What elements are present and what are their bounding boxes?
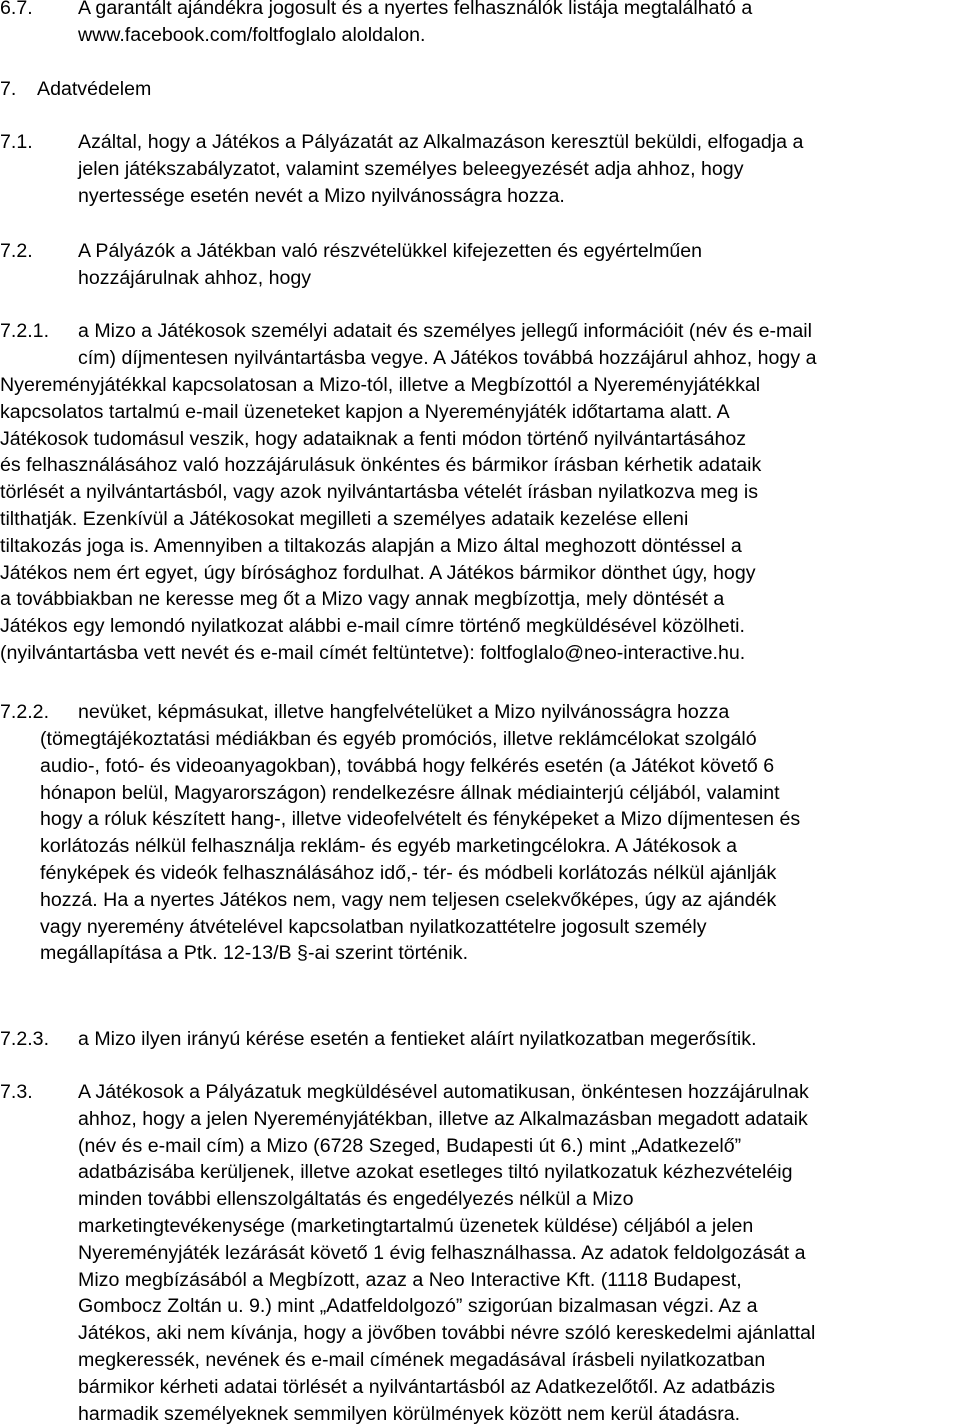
- text-line: vagy nyeremény átvételével kapcsolatban nyilatkozattételre jogosult személy: [40, 915, 707, 938]
- text-line: megállapítása a Ptk. 12-13/B §-ai szerint történik.: [40, 942, 469, 965]
- section-heading-7: [0, 76, 151, 103]
- text-line: a továbbiakban ne keresse meg őt a Mizo vagy annak megbízottja, mely döntését a: [0, 588, 725, 611]
- section-number: 7.2.: [0, 240, 33, 262]
- text-line: (tömegtájékoztatási médiákban és egyéb promóciós, illetve reklámcélokat szolgáló: [40, 728, 757, 750]
- text-line: ahhoz, hogy a jelen Nyereményjátékban, illetve az Alkalmazásban megadott adataik: [78, 1107, 808, 1130]
- text-line: hónapon belül, Magyarországon) rendelkezésre állnak médiainterjú céljából, valamint: [40, 781, 780, 804]
- text-line: Játékos nem ért egyet, úgy bírósághoz fordulhat. A Játékos bármikor dönthet úgy, hogy: [0, 561, 756, 584]
- section-7-2-1: [0, 318, 960, 372]
- section-text: [78, 699, 958, 726]
- section-text: [0, 372, 960, 667]
- text-line: nevüket, képmásukat, illetve hangfelvételüket a Mizo nyilvánosságra hozza: [78, 701, 730, 723]
- text-line: www.facebook.com/foltfoglalo aloldalon.: [78, 23, 426, 46]
- section-7-2-2: [0, 699, 960, 726]
- section-number: 7.2.2.: [0, 701, 50, 723]
- text-line: A Pályázók a Játékban való részvételükkel kifejezetten és egyértelműen: [78, 240, 703, 262]
- text-line: bármikor kérheti adatai törlését a nyilvántartásból az Adatkezelőtől. Az adatbázis: [78, 1375, 776, 1398]
- section-6-7: [0, 0, 960, 49]
- text-line: Játékos, aki nem kívánja, hogy a jövőben további névre szóló kereskedelmi ajánlattal: [78, 1322, 816, 1345]
- text-line: és felhasználásához való hozzájárulásuk önkéntes és bármikor írásban kérhetik adataik: [0, 454, 762, 477]
- text-line: Azáltal, hogy a Játékos a Pályázatát az Alkalmazáson keresztül beküldi, elfogadja a: [78, 131, 804, 153]
- text-line: marketingtevékenysége (marketingtartalmú üzenetek küldése) céljából a jelen: [78, 1214, 754, 1237]
- section-number: 7.2.3.: [0, 1028, 50, 1050]
- text-line: törlését a nyilvántartásból, vagy azok nyilvántartásba vételét írásban nyilatkozva meg is: [0, 481, 759, 504]
- text-line: nyertessége esetén nevét a Mizo nyilvánosságra hozza.: [78, 184, 565, 207]
- section-text: [78, 238, 958, 292]
- section-number: 7.1.: [0, 131, 33, 153]
- section-7-3: [0, 1079, 960, 1427]
- text-line: Gombocz Zoltán u. 9.) mint „Adatfeldolgozó” szigorúan bizalmasan végzi. Az a: [78, 1295, 758, 1318]
- section-text: [40, 726, 960, 967]
- text-line: A garantált ajándékra jogosult és a nyertes felhasználók listája megtalálható a: [78, 0, 753, 19]
- text-line: hozzá. Ha a nyertes Játékos nem, vagy nem teljesen cselekvőképes, úgy az ajándék: [40, 888, 777, 911]
- text-line: kapcsolatos tartalmú e-mail üzeneteket kapjon a Nyereményjáték időtartama alatt. A: [0, 400, 730, 423]
- text-line: Nyereményjátékkal kapcsolatosan a Mizo-tól, illetve a Megbízottól a Nyereményjátékkal: [0, 374, 761, 396]
- text-line: megkeressék, nevének és e-mail címének megadásával írásbeli nyilatkozatban: [78, 1348, 766, 1371]
- section-text: [78, 1079, 958, 1427]
- text-line: cím) díjmentesen nyilvántartásba vegye. A Játékos továbbá hozzájárul ahhoz, hogy a: [78, 346, 817, 369]
- section-number: 6.7.: [0, 0, 33, 19]
- text-line: a Mizo ilyen irányú kérése esetén a fentieket aláírt nyilatkozatban megerősítik.: [78, 1028, 757, 1050]
- text-line: Mizo megbízásából a Megbízott, azaz a Neo Interactive Kft. (1118 Budapest,: [78, 1268, 742, 1291]
- section-7-1: [0, 129, 960, 209]
- section-text: [78, 1026, 958, 1053]
- text-line: harmadik személyeknek semmilyen körülmények között nem kerül átadásra.: [78, 1402, 741, 1425]
- heading-title: Adatvédelem: [37, 78, 152, 100]
- section-text: [78, 0, 958, 49]
- text-line: Játékos egy lemondó nyilatkozat alábbi e-mail címre történő megküldésével közölheti.: [0, 615, 745, 638]
- section-7-2-2-continued: [0, 726, 960, 967]
- heading-number: 7.: [0, 78, 17, 100]
- section-text: [78, 318, 958, 372]
- text-line: Játékosok tudomásul veszik, hogy adataiknak a fenti módon történő nyilvántartásához: [0, 427, 747, 450]
- section-number: 7.2.1.: [0, 320, 50, 342]
- text-line: fényképek és videók felhasználásához idő,- tér- és módbeli korlátozás nélkül ajánlják: [40, 861, 777, 884]
- text-line: (nyilvántartásba vett nevét és e-mail címét feltüntetve): foltfoglalo@neo-interactive.hu.: [0, 641, 746, 664]
- text-line: Nyereményjáték lezárását követő 1 évig felhasználhassa. Az adatok feldolgozását a: [78, 1241, 806, 1264]
- section-7-2: [0, 238, 960, 292]
- text-line: adatbázisába kerüljenek, illetve azokat esetleges tiltó nyilatkozatuk kézhezvételéig: [78, 1161, 793, 1184]
- text-line: tilthatják. Ezenkívül a Játékosokat megilleti a személyes adataik kezelése elleni: [0, 507, 689, 530]
- text-line: hozzájárulnak ahhoz, hogy: [78, 266, 312, 289]
- text-line: korlátozás nélkül felhasználja reklám- és egyéb marketingcélokra. A Játékosok a: [40, 835, 738, 858]
- text-line: jelen játékszabályzatot, valamint személyes beleegyezését adja ahhoz, hogy: [78, 157, 744, 180]
- text-line: audio-, fotó- és videoanyagokban), továbbá hogy felkérés esetén (a Játékot követő 6: [40, 754, 775, 777]
- section-7-2-1-continued: [0, 372, 960, 667]
- section-number: 7.3.: [0, 1081, 33, 1103]
- text-line: hogy a róluk készített hang-, illetve videofelvételt és fényképeket a Mizo díjmentesen és: [40, 808, 801, 831]
- text-line: (név és e-mail cím) a Mizo (6728 Szeged, Budapesti út 6.) mint „Adatkezelő”: [78, 1134, 742, 1157]
- text-line: tiltakozás joga is. Amennyiben a tiltakozás alapján a Mizo által meghozott döntéssel a: [0, 534, 742, 557]
- text-line: A Játékosok a Pályázatuk megküldésével automatikusan, önkéntesen hozzájárulnak: [78, 1081, 809, 1103]
- text-line: a Mizo a Játékosok személyi adatait és személyes jellegű információit (név és e-mail: [78, 320, 812, 342]
- text-line: minden további ellenszolgáltatás és engedélyezés nélkül a Mizo: [78, 1188, 634, 1211]
- section-7-2-3: [0, 1026, 960, 1053]
- section-text: [78, 129, 958, 209]
